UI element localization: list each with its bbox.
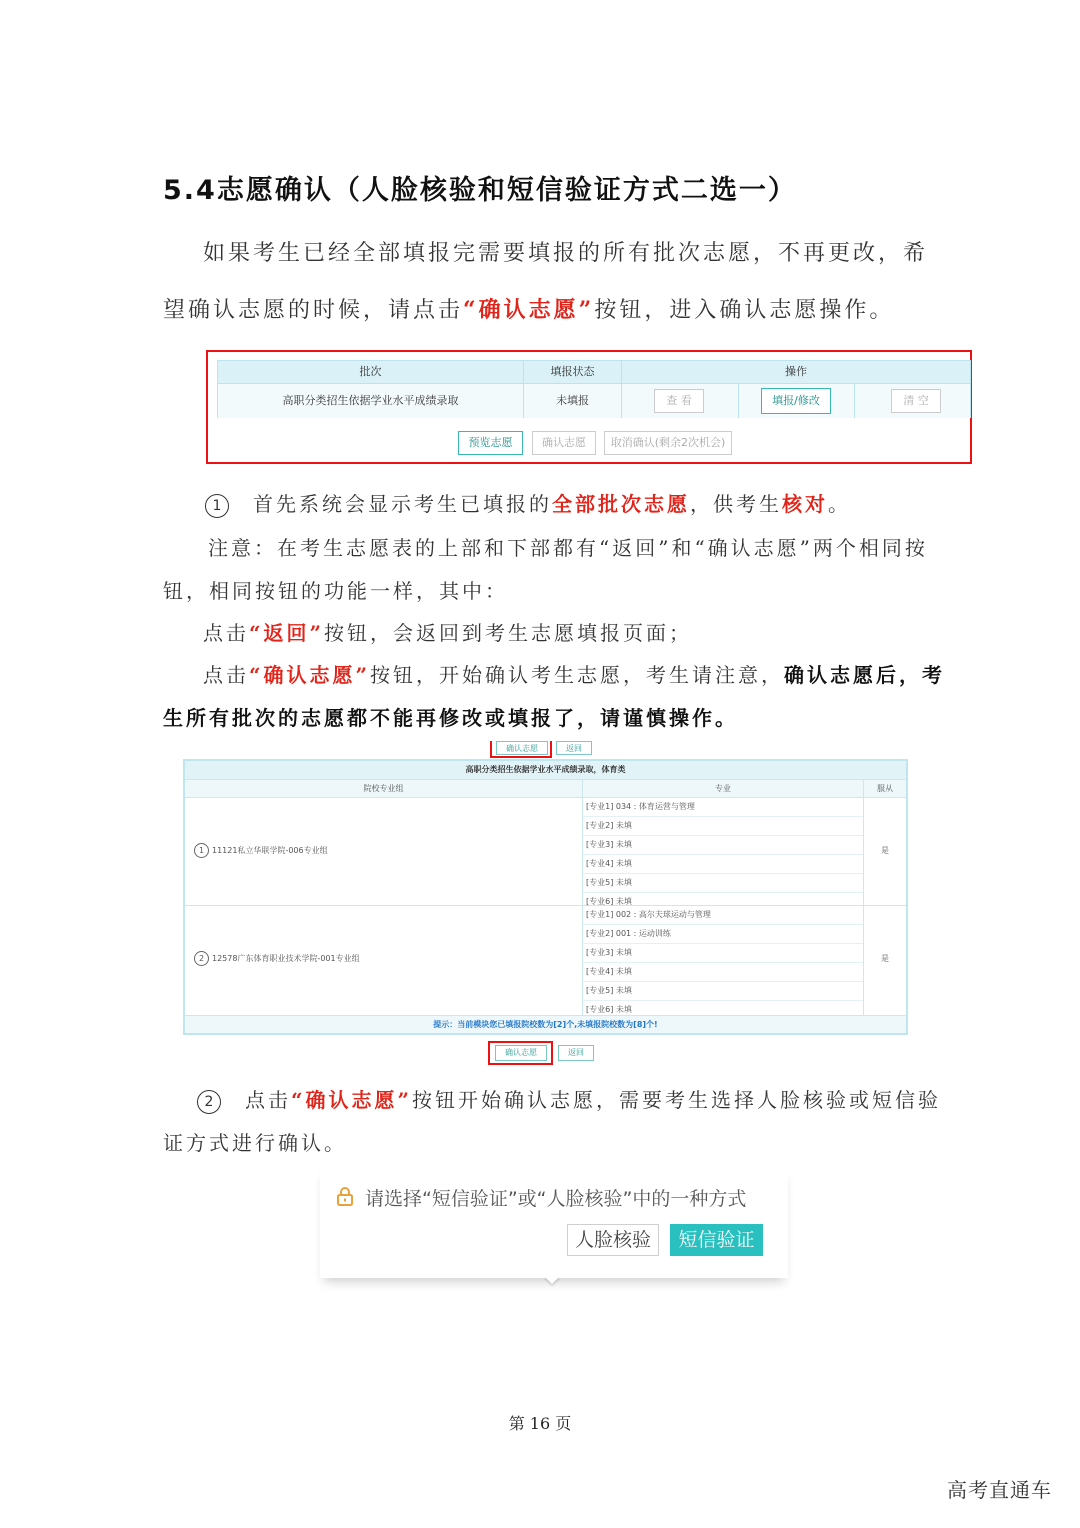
column-major: 专业: [583, 780, 863, 797]
verify-method-popup: [320, 1166, 788, 1278]
sms-verify-button[interactable]: 短信验证: [670, 1224, 763, 1256]
major-item: [专业6] 未填: [586, 897, 632, 906]
group-number: 2: [194, 951, 209, 966]
school-name: 12578广东体育职业技术学院-001专业组: [212, 954, 360, 963]
batch-table: [217, 360, 971, 418]
step-1: [205, 488, 851, 518]
major-item: [专业1] 034 : 体育运营与管理: [583, 798, 863, 817]
confirm-button-disabled[interactable]: 确认志愿: [532, 431, 596, 455]
step-1-text-end: 。: [828, 492, 851, 516]
popup-message: 请选择“短信验证”或“人脸核验”中的一种方式: [365, 1188, 747, 1210]
view-button[interactable]: 查 看: [654, 389, 704, 413]
volunteer-table: [183, 759, 908, 1035]
section-heading: [163, 168, 797, 207]
intro-line-2: [163, 282, 894, 339]
major-item: [专业3] 未填: [583, 836, 863, 855]
header-batch: 批次: [359, 365, 382, 378]
batch-table-screenshot: [206, 350, 972, 464]
major-item: [专业5] 未填: [583, 874, 863, 893]
divider: [738, 384, 739, 418]
note-confirm-text: 点击: [203, 663, 249, 687]
header-status: 填报状态: [550, 365, 595, 378]
popup-arrow: [544, 1276, 560, 1284]
fill-tip: 提示：当前模块您已填报院校数为[2]个,未填报院校数为[8]个!: [185, 1016, 906, 1033]
section-title: 志愿确认（人脸核验和短信验证方式二选一）: [216, 175, 797, 206]
step-number: 1: [205, 494, 229, 518]
step-2: [197, 1084, 941, 1114]
school-group-2: [194, 951, 360, 966]
divider: [863, 779, 864, 1015]
divider: [185, 779, 906, 780]
step-1-text-mid: ，供考生: [690, 492, 782, 516]
step-1-text: 首先系统会显示考生已填报的: [253, 492, 552, 516]
bottom-back-button[interactable]: 返回: [558, 1045, 594, 1061]
divider: [523, 361, 524, 418]
school-group-1: [194, 843, 328, 858]
step-2-highlight: “确认志愿”: [291, 1088, 413, 1112]
batch-name: 高职分类招生依据学业水平成绩录取: [282, 394, 459, 407]
clear-button[interactable]: 清 空: [891, 389, 941, 413]
step-2-line-2: 证方式进行确认。: [163, 1131, 347, 1155]
note-confirm-warning: 确认志愿后，考: [784, 663, 946, 687]
note-confirm-highlight: “确认志愿”: [249, 663, 371, 687]
volunteer-table-title: 高职分类招生依据学业水平成绩录取，体育类: [185, 761, 906, 779]
divider: [854, 384, 855, 418]
major-item: [专业5] 未填: [583, 982, 863, 1001]
school-name: 11121私立华联学院-006专业组: [212, 846, 328, 855]
major-item: [专业4] 未填: [583, 855, 863, 874]
major-item: [专业3] 未填: [583, 944, 863, 963]
note-back: [203, 617, 692, 646]
step-2-text-end: 按钮开始确认志愿，需要考生选择人脸核验或短信验: [412, 1088, 942, 1112]
batch-table-row: [218, 384, 970, 418]
note-line-2: 钮，相同按钮的功能一样，其中：: [163, 579, 508, 603]
top-confirm-button[interactable]: 确认志愿: [496, 741, 548, 755]
note-confirm: [203, 659, 945, 688]
note-warning-line-2: 生所有批次的志愿都不能再修改或填报了，请谨慎操作。: [163, 706, 738, 730]
section-number: 5.4: [163, 175, 217, 206]
page-number: 第 16 页: [508, 1414, 572, 1433]
obey-value: 是: [881, 846, 889, 855]
note-confirm-text-mid: 按钮，开始确认考生志愿，考生请注意，: [370, 663, 785, 687]
batch-table-header: [218, 361, 970, 384]
column-group: 院校专业组: [185, 780, 582, 797]
header-operation: 操作: [785, 365, 807, 378]
note-back-text: 点击: [203, 621, 249, 645]
step-2-text: 点击: [245, 1088, 291, 1112]
intro-text-end: 按钮，进入确认志愿操作。: [594, 298, 895, 323]
bottom-confirm-button[interactable]: 确认志愿: [495, 1045, 547, 1061]
batch-status: 未填报: [556, 394, 589, 407]
major-list-2: [583, 906, 863, 1019]
cancel-confirm-button[interactable]: 取消确认(剩余2次机会): [604, 431, 732, 455]
step-1-highlight-2: 核对: [782, 492, 828, 516]
watermark: 高考直通车: [947, 1478, 1052, 1502]
major-item: [专业4] 未填: [583, 963, 863, 982]
intro-highlight: “确认志愿”: [463, 297, 595, 323]
note-back-highlight: “返回”: [249, 621, 325, 645]
intro-text: 望确认志愿的时候，请点击: [163, 298, 464, 323]
major-item: [专业2] 001 : 运动训练: [583, 925, 863, 944]
note-line-1: 注意：在考生志愿表的上部和下部都有“返回”和“确认志愿”两个相同按: [208, 536, 928, 560]
top-back-button[interactable]: 返回: [556, 741, 592, 755]
intro-line-1: 如果考生已经全部填报完需要填报的所有批次志愿，不再更改，希: [203, 241, 929, 266]
group-number: 1: [194, 843, 209, 858]
face-verify-button[interactable]: 人脸核验: [567, 1224, 659, 1256]
preview-button[interactable]: 预览志愿: [458, 431, 523, 455]
note-back-text-end: 按钮，会返回到考生志愿填报页面；: [324, 621, 693, 645]
column-obey: 服从: [864, 780, 906, 797]
major-item: [专业2] 未填: [583, 817, 863, 836]
major-item: [专业1] 002 : 高尔夫球运动与管理: [583, 906, 863, 925]
lock-icon: [336, 1186, 354, 1206]
edit-button[interactable]: 填报/修改: [761, 388, 831, 414]
step-number: 2: [197, 1090, 221, 1114]
obey-value: 是: [881, 954, 889, 963]
step-1-highlight: 全部批次志愿: [552, 492, 690, 516]
divider: [621, 361, 622, 418]
major-list-1: [583, 798, 863, 911]
major-item: [专业6] 未填: [586, 1005, 632, 1014]
